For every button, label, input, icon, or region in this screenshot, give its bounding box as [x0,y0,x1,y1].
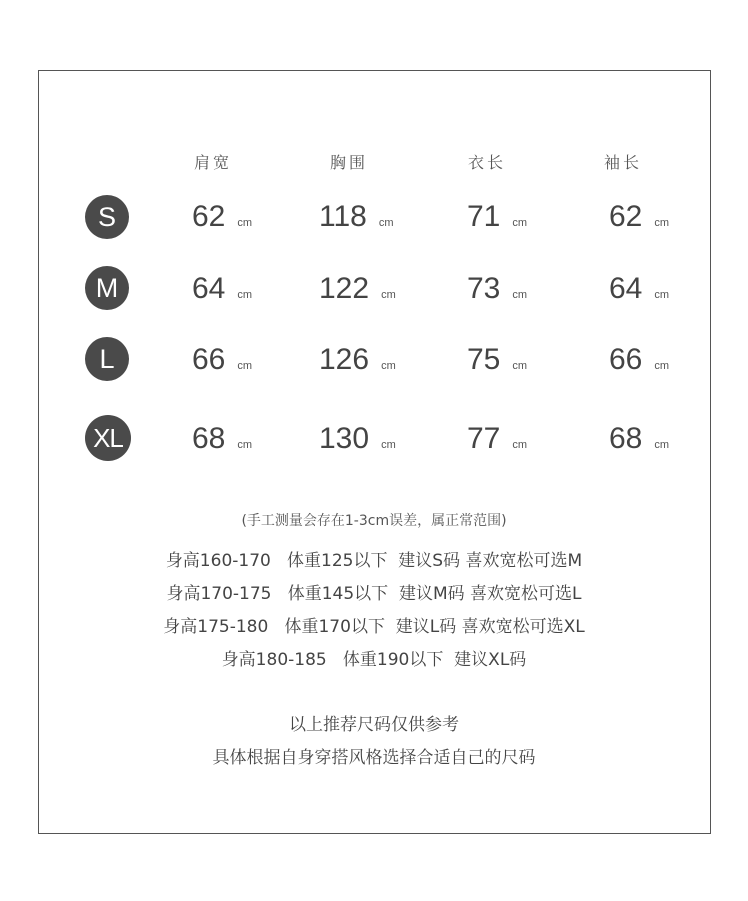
size-badge-s: S [85,195,129,239]
header-sleeve: 袖长 [603,153,643,172]
value-number: 62 [192,200,226,233]
value-unit: cm [512,439,528,451]
value-cell [609,272,669,306]
header-length: 衣长 [467,153,507,172]
value-number: 122 [319,272,370,305]
value-unit: cm [237,360,253,372]
value-unit: cm [237,289,253,301]
size-badge-l: L [85,337,129,381]
value-unit: cm [381,360,396,372]
recommendation-line: 身高180-185 体重190以下 建议XL码 [221,650,527,670]
value-cell [192,272,252,306]
value-unit: cm [654,217,670,229]
value-number: 77 [467,422,501,455]
value-number: 73 [467,272,501,305]
value-number: 126 [319,343,370,376]
value-unit: cm [381,289,396,301]
value-cell [467,272,527,306]
value-number: 64 [192,272,226,305]
value-number: 75 [467,343,501,376]
value-number: 130 [319,422,370,455]
value-cell [192,200,252,234]
value-number: 66 [192,343,226,376]
value-cell [609,422,669,456]
recommendation-line: 身高175-180 体重170以下 建议L码 喜欢宽松可选XL [163,617,585,637]
value-number: 118 [319,200,367,233]
value-unit: cm [237,217,253,229]
header-shoulder-width: 肩宽 [193,153,233,172]
value-unit: cm [512,360,528,372]
recommendation-line: 身高170-175 体重145以下 建议M码 喜欢宽松可选L [166,584,582,604]
value-cell [319,343,396,377]
value-cell [609,343,669,377]
footer-line: 以上推荐尺码仅供参考 [289,715,459,735]
recommendation-line: 身高160-170 体重125以下 建议S码 喜欢宽松可选M [165,551,583,571]
value-cell [319,422,396,456]
size-badge-xl: XL [85,415,131,461]
value-unit: cm [654,439,670,451]
value-cell [319,200,394,234]
value-cell [467,343,527,377]
value-cell [319,272,396,306]
value-unit: cm [512,217,528,229]
value-cell [467,200,527,234]
value-unit: cm [237,439,253,451]
value-number: 71 [467,200,501,233]
value-unit: cm [378,217,394,229]
value-cell [192,343,252,377]
value-unit: cm [654,360,670,372]
value-number: 62 [609,200,643,233]
value-cell [609,200,669,234]
measurement-note: (手工测量会存在1-3cm误差，属正常范围) [241,513,507,529]
value-unit: cm [512,289,528,301]
value-number: 68 [192,422,226,455]
value-cell [192,422,252,456]
value-unit: cm [654,289,670,301]
value-number: 66 [609,343,643,376]
size-badge-m: M [85,266,129,310]
value-unit: cm [381,439,396,451]
value-number: 68 [609,422,643,455]
footer-line: 具体根据自身穿搭风格选择合适自己的尺码 [212,748,536,768]
value-cell [467,422,527,456]
header-chest: 胸围 [329,153,369,172]
value-number: 64 [609,272,643,305]
